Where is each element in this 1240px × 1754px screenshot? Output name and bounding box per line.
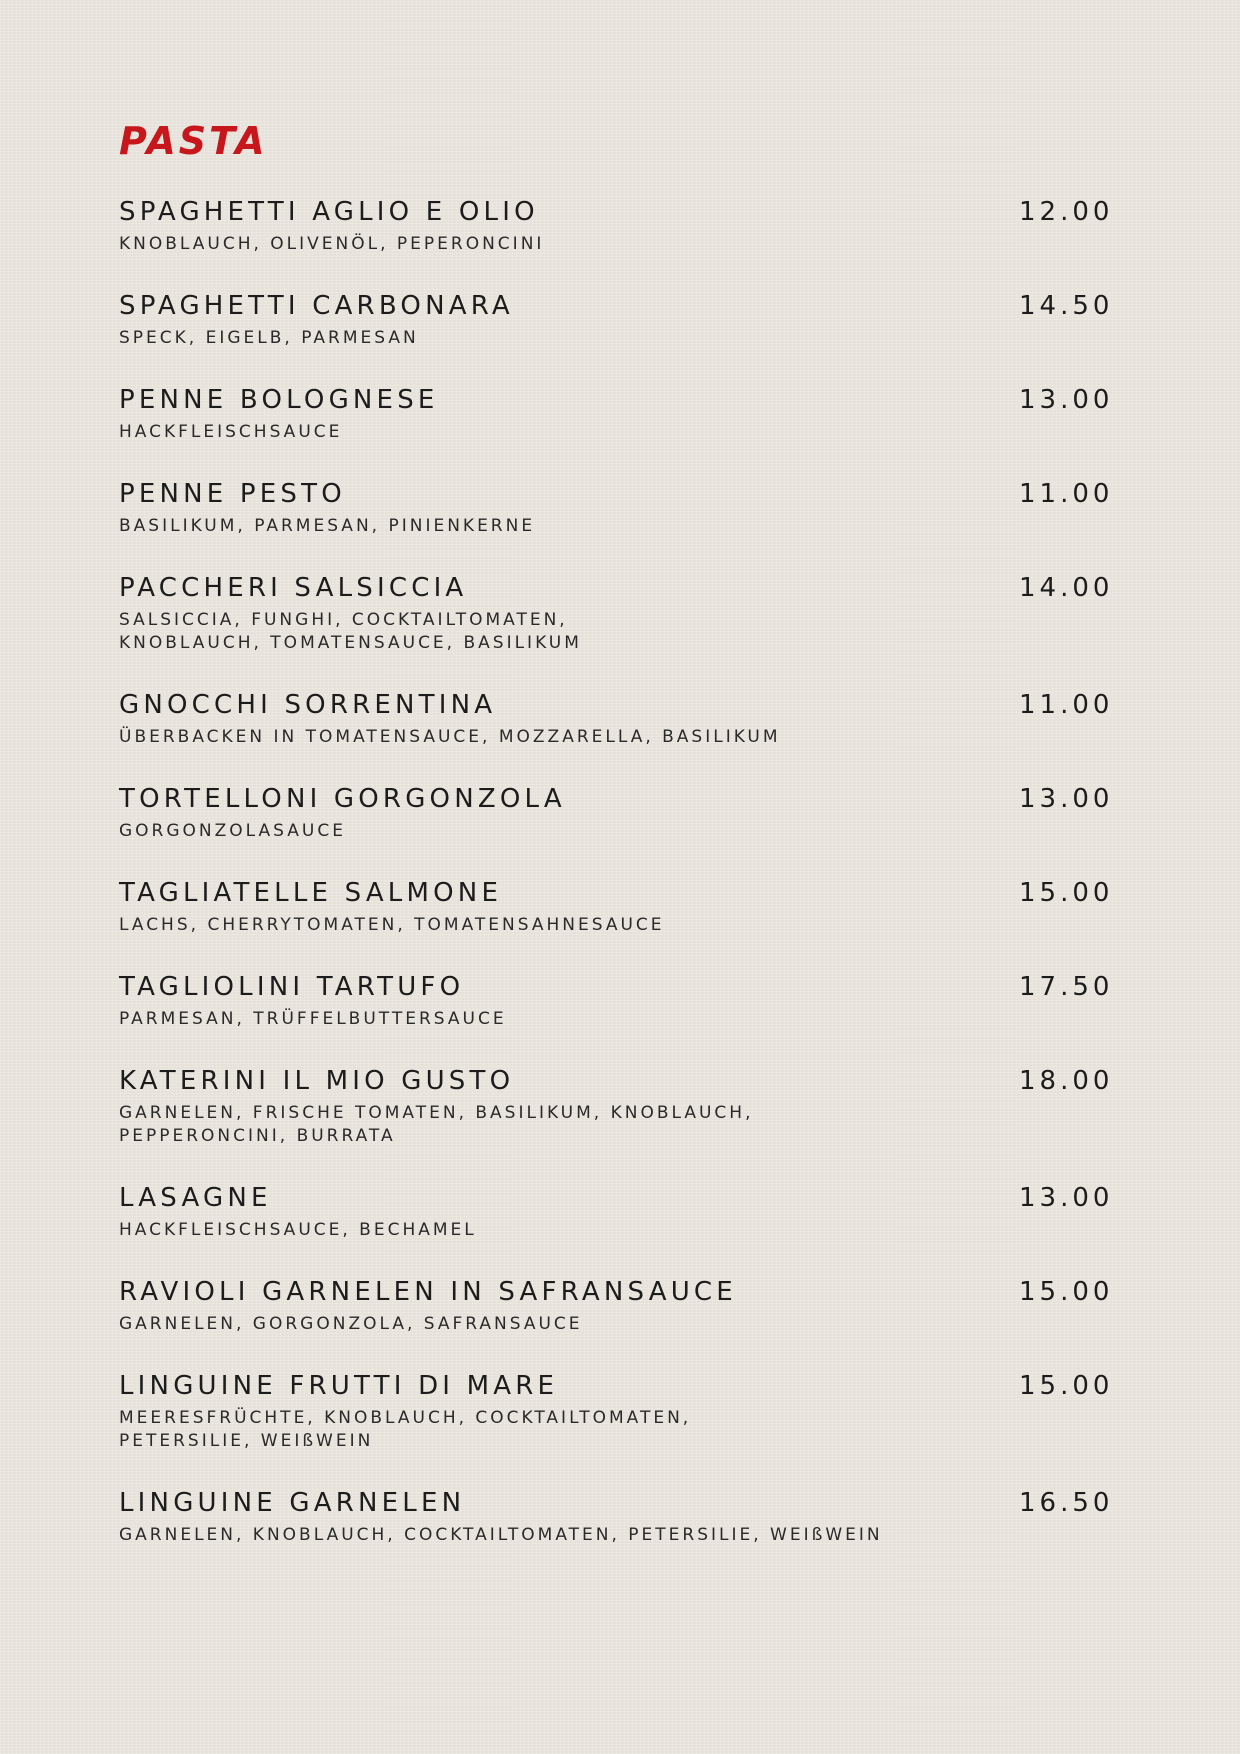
dish-name: LINGUINE GARNELEN (119, 1488, 466, 1518)
menu-item (119, 689, 1119, 783)
dish-description (119, 820, 1019, 843)
dish-price: 11.00 (1019, 690, 1114, 720)
dish-description-line: GARNELEN, KNOBLAUCH, COCKTAILTOMATEN, PETERSILIE, WEIßWEIN (119, 1525, 883, 1545)
dish-price: 14.50 (1019, 291, 1114, 321)
dish-name: SPAGHETTI CARBONARA (119, 291, 514, 321)
dish-description (119, 1102, 1019, 1148)
dish-description (119, 914, 1019, 937)
menu-item (119, 1182, 1119, 1276)
menu-item (119, 1065, 1119, 1182)
dish-description (119, 1219, 1019, 1242)
dish-description (119, 1407, 1019, 1453)
dish-price: 18.00 (1019, 1066, 1114, 1096)
dish-description-line: PARMESAN, TRÜFFELBUTTERSAUCE (119, 1009, 507, 1029)
dish-name: GNOCCHI SORRENTINA (119, 690, 497, 720)
dish-name: KATERINI IL MIO GUSTO (119, 1066, 515, 1096)
menu-item (119, 384, 1119, 478)
dish-price: 13.00 (1019, 385, 1114, 415)
dish-description-line: KNOBLAUCH, OLIVENÖL, PEPERONCINI (119, 234, 545, 254)
menu-item (119, 290, 1119, 384)
menu-list (119, 196, 1119, 1581)
menu-item (119, 971, 1119, 1065)
dish-description-line: SALSICCIA, FUNGHI, COCKTAILTOMATEN, (119, 610, 568, 630)
menu-item (119, 783, 1119, 877)
dish-name: TAGLIOLINI TARTUFO (119, 972, 465, 1002)
dish-description-line: HACKFLEISCHSAUCE, BECHAMEL (119, 1220, 477, 1240)
dish-description (119, 1524, 1019, 1547)
dish-description-line: KNOBLAUCH, TOMATENSAUCE, BASILIKUM (119, 633, 582, 653)
dish-name: PENNE BOLOGNESE (119, 385, 439, 415)
dish-name: RAVIOLI GARNELEN IN SAFRANSAUCE (119, 1277, 737, 1307)
dish-price: 15.00 (1019, 1277, 1114, 1307)
menu-item (119, 877, 1119, 971)
dish-description (119, 726, 1019, 749)
dish-description-line: GORGONZOLASAUCE (119, 821, 346, 841)
dish-description-line: SPECK, EIGELB, PARMESAN (119, 328, 419, 348)
dish-price: 12.00 (1019, 197, 1114, 227)
dish-description-line: MEERESFRÜCHTE, KNOBLAUCH, COCKTAILTOMATEN, (119, 1408, 692, 1428)
dish-name: PENNE PESTO (119, 479, 346, 509)
dish-description (119, 421, 1019, 444)
dish-name: PACCHERI SALSICCIA (119, 573, 468, 603)
dish-description-line: GARNELEN, FRISCHE TOMATEN, BASILIKUM, KNOBLAUCH, (119, 1103, 754, 1123)
menu-item (119, 1276, 1119, 1370)
dish-description-line: PEPPERONCINI, BURRATA (119, 1126, 396, 1146)
dish-name: TORTELLONI GORGONZOLA (119, 784, 566, 814)
menu-item (119, 478, 1119, 572)
dish-description-line: PETERSILIE, WEIßWEIN (119, 1431, 374, 1451)
dish-price: 15.00 (1019, 1371, 1114, 1401)
dish-description-line: ÜBERBACKEN IN TOMATENSAUCE, MOZZARELLA, BASILIKUM (119, 727, 781, 747)
dish-price: 16.50 (1019, 1488, 1114, 1518)
menu-item (119, 572, 1119, 689)
menu-item (119, 196, 1119, 290)
dish-price: 15.00 (1019, 878, 1114, 908)
dish-price: 13.00 (1019, 784, 1114, 814)
dish-price: 14.00 (1019, 573, 1114, 603)
menu-item (119, 1370, 1119, 1487)
dish-description-line: BASILIKUM, PARMESAN, PINIENKERNE (119, 516, 536, 536)
dish-price: 17.50 (1019, 972, 1114, 1002)
dish-name: TAGLIATELLE SALMONE (119, 878, 503, 908)
dish-description (119, 233, 1019, 256)
dish-price: 11.00 (1019, 479, 1114, 509)
dish-description (119, 1313, 1019, 1336)
dish-description (119, 1008, 1019, 1031)
dish-description-line: HACKFLEISCHSAUCE (119, 422, 343, 442)
section-title: PASTA (119, 119, 268, 163)
dish-name: LINGUINE FRUTTI DI MARE (119, 1371, 559, 1401)
dish-name: LASAGNE (119, 1183, 272, 1213)
menu-item (119, 1487, 1119, 1581)
dish-price: 13.00 (1019, 1183, 1114, 1213)
dish-description-line: GARNELEN, GORGONZOLA, SAFRANSAUCE (119, 1314, 583, 1334)
dish-name: SPAGHETTI AGLIO E OLIO (119, 197, 539, 227)
dish-description (119, 515, 1019, 538)
dish-description (119, 609, 1019, 655)
dish-description-line: LACHS, CHERRYTOMATEN, TOMATENSAHNESAUCE (119, 915, 665, 935)
dish-description (119, 327, 1019, 350)
